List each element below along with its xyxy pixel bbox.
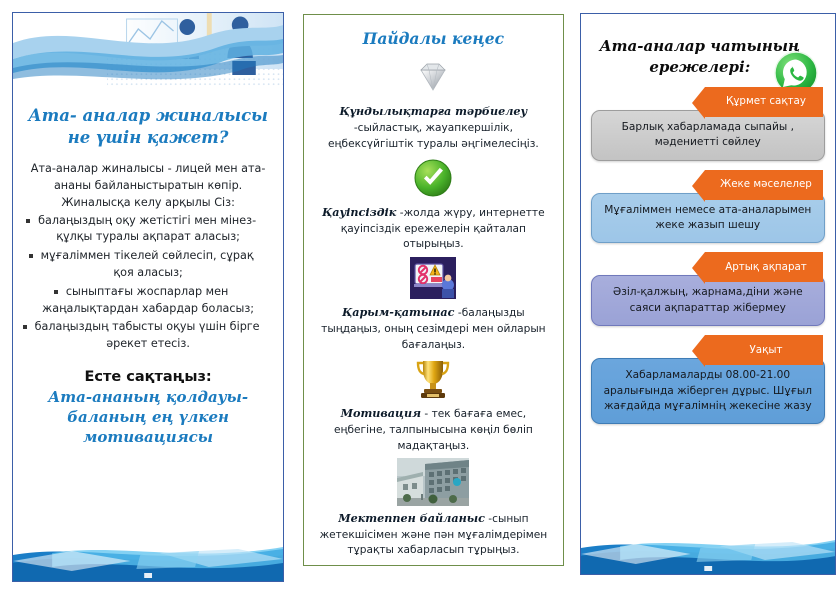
layout-spacer: [581, 326, 835, 335]
layout-spacer: [581, 243, 835, 252]
motivation-statement: Ата-ананың қолдауы- баланың ең үлкен мотивациясы: [48, 387, 249, 447]
rule-block: [591, 87, 825, 161]
tip-text: [304, 405, 562, 455]
tip-lead: Қауіпсіздік: [322, 204, 397, 219]
tip-body: - тек бағаға емес, еңбегіне, талпынысына көңіл бөліп мадақтаңыз.: [333, 408, 533, 452]
list-item: [23, 284, 273, 318]
tip-body: -сынып жетекшісімен және пән мұғалімдерімен тұрақты хабарласып тұрыңыз.: [319, 512, 548, 557]
rule-text-box: Әзіл-қалжың, жарнама,діни және саяси ақпараттар жібермеу: [591, 275, 825, 326]
online-safety-icon: [304, 255, 562, 301]
tip-body: -жолда жүру, интернетте қауіпсіздік ережелерін қайталап отырыңыз.: [340, 206, 545, 251]
section-title-useful-advice: Пайдалы кеңес: [362, 29, 505, 48]
tip-lead: Мектеппен байланыс: [338, 510, 485, 525]
benefits-list: [13, 213, 283, 353]
page-title: Ата- аналар жиналысы не үшін қажет?: [28, 106, 268, 148]
bullet-dot-icon: [54, 290, 58, 294]
diamond-icon: [304, 54, 562, 100]
bullet-dot-icon: [26, 219, 30, 223]
tip-body: -балаңызды тыңдаңыз, оның сезімдері мен ойларын бағалаңыз.: [321, 307, 546, 352]
footer-wave-art: [581, 530, 835, 574]
rule-block: [591, 335, 825, 424]
header-banner-art: [13, 13, 283, 91]
list-item-label: балаңыздың табысты оқуы үшін бірге әрекет етесіз.: [34, 320, 260, 351]
tip-item: [304, 356, 562, 455]
tip-item: [304, 54, 562, 153]
panel-right: [580, 13, 836, 575]
tip-text: [304, 304, 562, 354]
tip-lead: Мотивация: [340, 406, 422, 421]
rule-banner: Құрмет сақтау: [705, 87, 823, 117]
bullet-dot-icon: [23, 325, 27, 329]
panel-middle: [303, 14, 563, 566]
tip-item: [304, 255, 562, 354]
tip-text: [304, 103, 562, 153]
rule-text-box: Барлық хабарламада сыпайы , мәдениетті сөйлеу: [591, 110, 825, 161]
list-item-label: балаңыздың оқу жетістігі мен мінез-құлқы туралы ақпарат аласыз;: [38, 213, 257, 244]
tip-text: [304, 510, 562, 560]
rule-banner: Жеке мәселелер: [705, 170, 823, 200]
rule-text-box: Мұғаліммен немесе ата-аналарымен жеке жазып шешу: [591, 193, 825, 244]
rule-banner: Артық ақпарат: [705, 252, 823, 282]
footer-wave-art: [13, 537, 283, 581]
list-item: [23, 248, 273, 282]
rule-block: [591, 252, 825, 326]
list-item-label: сыныптағы жоспарлар мен жаңалықтардан хабардар боласыз;: [42, 284, 255, 315]
rule-banner: Уақыт: [705, 335, 823, 365]
list-item: [23, 213, 273, 247]
list-item: [23, 319, 273, 353]
panel-left: [12, 12, 284, 582]
remember-heading: Есте сақтаңыз:: [84, 368, 212, 385]
tip-lead: Қарым-қатынас: [342, 305, 455, 320]
chat-rules-title: Ата-аналар чатының ережелері:: [599, 37, 801, 76]
layout-spacer: [581, 161, 835, 170]
tip-lead: Құндылықтарға тәрбиелеу: [339, 104, 528, 118]
tip-item: [304, 155, 562, 254]
tip-item: [304, 457, 562, 560]
school-building-icon: [304, 457, 562, 507]
rule-block: [591, 170, 825, 244]
trophy-icon: [304, 356, 562, 402]
rule-text-box: Хабарламаларды 08.00-21.00 аралығында жіберген дұрыс. Шұғыл жағдайда мұғалімнің жекесіне жазу: [591, 358, 825, 424]
bullet-dot-icon: [29, 254, 33, 258]
list-item-label: мұғаліммен тікелей сөйлесіп, сұрақ қоя аласыз;: [40, 249, 254, 279]
tip-text: [304, 204, 562, 254]
green-check-icon: [304, 155, 562, 201]
tip-body: -сыйластық, жауапкершілік, еңбексүйгіштік туралы әңгімелесіңіз.: [328, 121, 539, 150]
intro-text: Ата-аналар жиналысы - лицей мен ата-ананы байланыстыратын көпір. Жиналысқа келу арқылы Сіз:: [30, 161, 266, 209]
